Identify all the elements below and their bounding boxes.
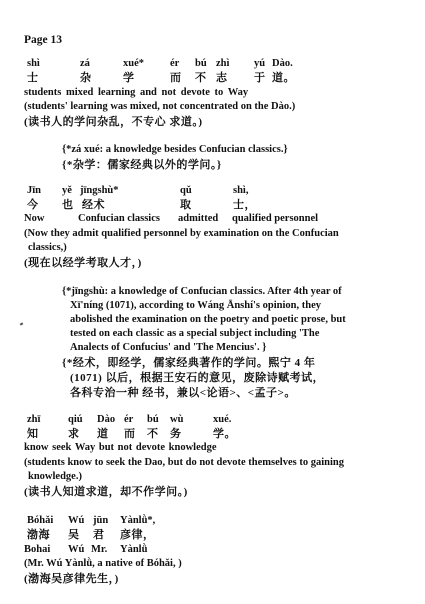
note-1-chinese: {*杂学：儒家经典以外的学问。}	[62, 159, 222, 171]
chinese-word: 知	[27, 428, 39, 440]
page-number: Page 13	[24, 34, 63, 46]
chinese-word: 而	[170, 72, 182, 84]
gloss-word: admitted	[178, 213, 219, 224]
stray-mark	[20, 322, 24, 325]
chinese-translation-4: (渤海吴彦律先生，)	[24, 573, 119, 585]
gloss-word: Confucian classics	[78, 213, 160, 224]
chinese-word: 不	[195, 72, 207, 84]
chinese-word: 君	[93, 529, 105, 541]
pinyin-word: zá	[80, 58, 90, 69]
chinese-word: 不	[147, 428, 159, 440]
pinyin-word: Dào.	[272, 58, 293, 69]
chinese-word: 士，	[233, 199, 256, 211]
gloss-word: Yànlǜ	[120, 544, 148, 555]
chinese-word: 也	[62, 199, 74, 211]
pinyin-word: ér	[124, 414, 134, 425]
chinese-word: 今	[27, 199, 39, 211]
gloss-word: Mr.	[91, 544, 108, 555]
chinese-translation-1: (读书人的学问杂乱，不专心 求道。)	[24, 116, 203, 128]
chinese-translation-3: (读书人知道求道，却不作学问。)	[24, 486, 188, 498]
note-2-chinese-2: (1071) 以后，根据王安石的意见，废除诗赋考试，	[70, 372, 325, 384]
chinese-word: 务	[170, 428, 182, 440]
chinese-word: 道。	[272, 72, 295, 84]
pinyin-word: wù	[170, 414, 184, 425]
pinyin-word: Wú	[68, 515, 85, 526]
gloss-word: qualified personnel	[232, 213, 319, 224]
chinese-word: 杂	[80, 72, 92, 84]
pinyin-word: shì,	[233, 185, 249, 196]
pinyin-word: jīngshù*	[80, 185, 119, 196]
pinyin-word: jūn	[93, 515, 109, 526]
translation-line-3: (students know to seek the Dao, but do not devote themselves to gaining	[24, 457, 344, 468]
gloss-word: Wú	[68, 544, 85, 555]
note-2-line-2: Xī'níng (1071), according to Wáng Ānshí's opinion, they	[70, 300, 321, 311]
pinyin-word: qǔ	[180, 185, 192, 196]
pinyin-word: shì	[27, 58, 40, 69]
note-2-line-4: tested on each classic as a special subject including 'The	[70, 328, 320, 339]
chinese-word: 取	[180, 199, 192, 211]
chinese-word: 于	[254, 72, 266, 84]
note-2-line-5: Analects of Confucius' and 'The Mencius'. }	[70, 342, 267, 353]
chinese-word: 士	[27, 72, 39, 84]
pinyin-word: yě	[62, 185, 72, 196]
gloss-word: Bohai	[24, 544, 51, 555]
chinese-word: 道	[97, 428, 109, 440]
chinese-word: 经术	[82, 199, 105, 211]
note-2-line-3: abolished the examination on the poetry and poetic prose, but	[70, 314, 346, 325]
pinyin-word: bú	[195, 58, 207, 69]
pinyin-word: Bóhǎi	[27, 515, 54, 526]
pinyin-word: Jīn	[27, 185, 42, 196]
chinese-translation-2: (现在以经学考取人才，)	[24, 257, 142, 269]
pinyin-word: xué*	[123, 58, 144, 69]
note-1-english: {*zá xué: a knowledge besides Confucian classics.}	[62, 144, 288, 155]
chinese-word: 求	[68, 428, 80, 440]
chinese-word: 志	[216, 72, 228, 84]
pinyin-word: Yànlǜ*,	[120, 515, 156, 526]
note-2-line-1: {*jīngshù: a knowledge of Confucian classics. After 4th year of	[62, 286, 342, 297]
translation-line-2-cont: classics,)	[28, 242, 67, 253]
pinyin-word: zhī	[27, 414, 41, 425]
chinese-word: 吴	[68, 529, 80, 541]
note-2-chinese-3: 各科专治一种 经书，兼以<论语>、<孟子>。	[70, 387, 296, 399]
pinyin-word: xué.	[213, 414, 232, 425]
chinese-word: 学	[123, 72, 135, 84]
note-2-chinese-1: {*经术，即经学，儒家经典著作的学问。熙宁 4 年	[62, 357, 316, 369]
gloss-line-3: know seek Way but not devote knowledge	[24, 442, 217, 453]
translation-line-2: (Now they admit qualified personnel by examination on the Confucian	[24, 228, 339, 239]
pinyin-word: zhì	[216, 58, 230, 69]
chinese-word: 而	[124, 428, 136, 440]
translation-line-4: (Mr. Wú Yànlǜ, a native of Bóhǎi, )	[24, 558, 182, 569]
pinyin-word: bú	[147, 414, 159, 425]
pinyin-word: ér	[170, 58, 180, 69]
translation-line-3-cont: knowledge.)	[28, 471, 82, 482]
pinyin-word: Dào	[97, 414, 116, 425]
pinyin-word: yú	[254, 58, 266, 69]
chinese-word: 彦律，	[120, 529, 155, 541]
chinese-word: 学。	[213, 428, 236, 440]
chinese-word: 渤海	[27, 529, 50, 541]
gloss-line-1: students mixed learning and not devote to Way	[24, 87, 249, 98]
pinyin-word: qiú	[68, 414, 83, 425]
gloss-word: Now	[24, 213, 45, 224]
translation-line-1: (students' learning was mixed, not concentrated on the Dào.)	[24, 101, 296, 112]
